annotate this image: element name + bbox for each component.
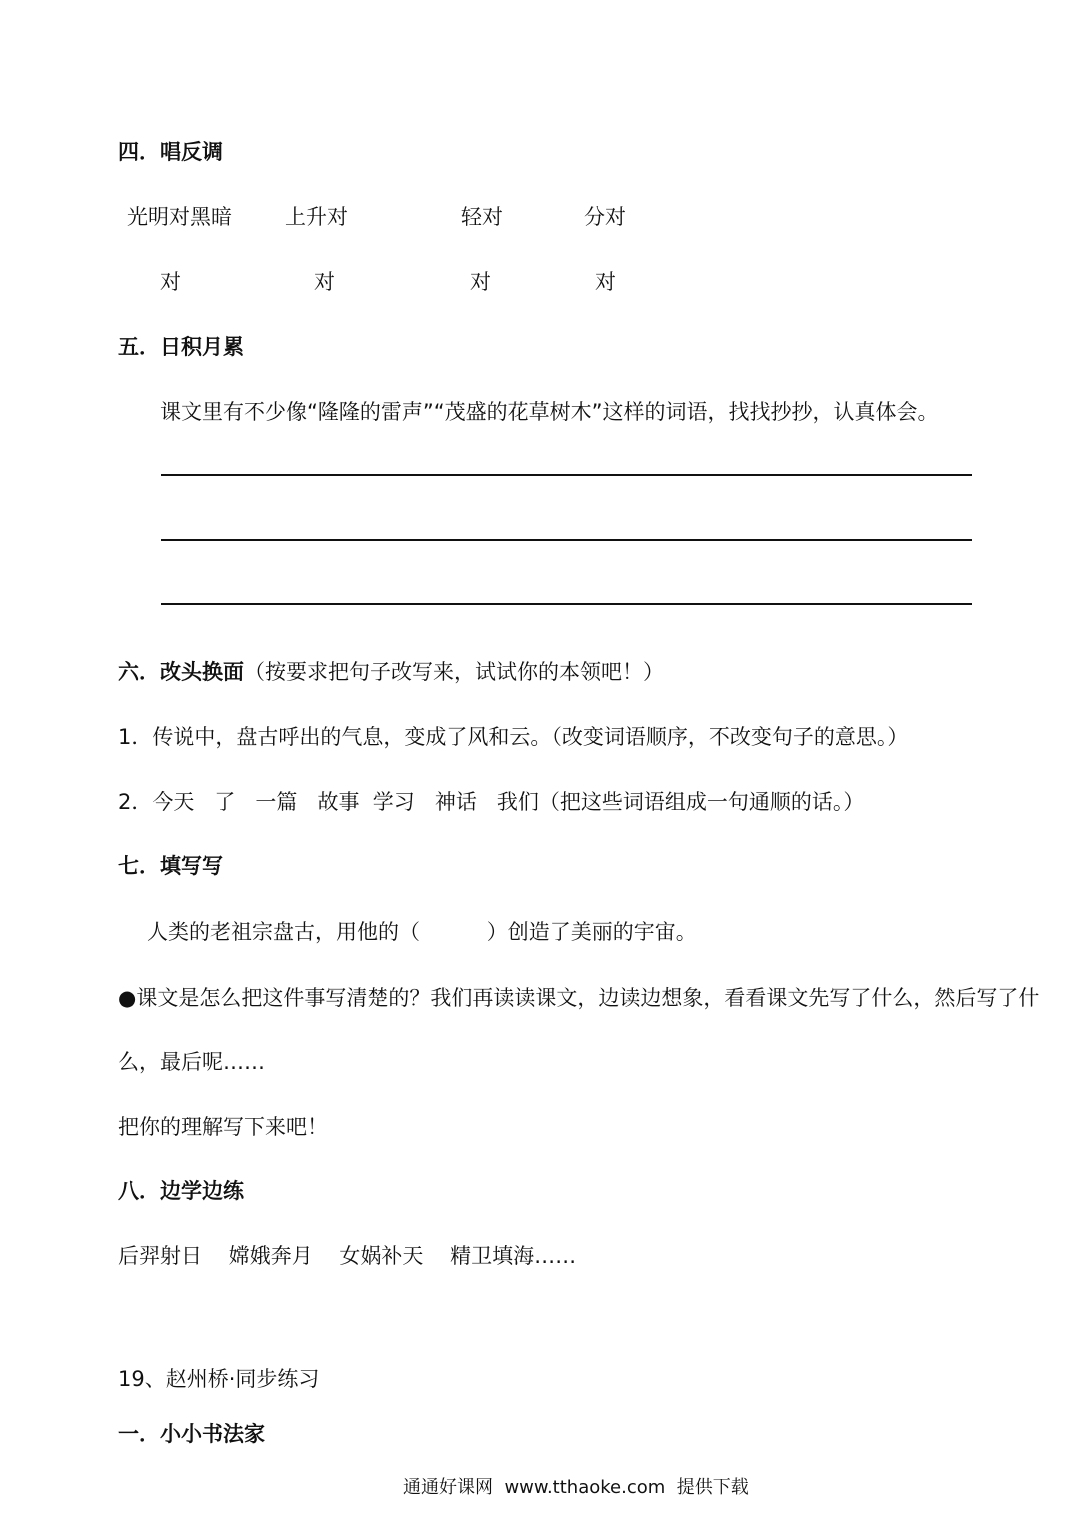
section-7-heading: 七．填写写	[118, 854, 223, 878]
answer-line-2	[161, 539, 972, 541]
section-5-prompt: 课文里有不少像“隆隆的雷声”“茂盛的花草树木”这样的词语，找找抄抄，认真体会。	[160, 400, 939, 424]
section-7-fill-blank: 人类的老祖宗盘古，用他的（ ）创造了美丽的宇宙。	[147, 920, 697, 944]
lesson-19-section-1-heading: 一．小小书法家	[118, 1422, 265, 1446]
antonym-pair-4: 分对	[584, 205, 626, 229]
section-7-bullet-line-2: 么，最后呢……	[118, 1050, 265, 1074]
antonym-pair-7: 对	[470, 270, 491, 294]
section-6-question-1: 1．传说中，盘古呼出的气息，变成了风和云。（改变词语顺序，不改变句子的意思。）	[118, 725, 909, 749]
antonym-pair-2: 上升对	[285, 205, 348, 229]
answer-line-3	[161, 603, 972, 605]
section-4-heading: 四．唱反调	[118, 140, 223, 164]
section-6-question-2: 2．今天 了 一篇 故事 学习 神话 我们（把这些词语组成一句通顺的话。）	[118, 790, 865, 814]
antonym-pair-6: 对	[314, 270, 335, 294]
section-6-heading: 六．改头换面	[118, 660, 244, 684]
antonym-pair-5: 对	[160, 270, 181, 294]
section-7-write-prompt: 把你的理解写下来吧！	[118, 1115, 328, 1139]
page-footer: 通通好课网 www.tthaoke.com 提供下载	[403, 1477, 749, 1498]
lesson-19-title: 19、赵州桥·同步练习	[118, 1367, 320, 1391]
antonym-pair-8: 对	[595, 270, 616, 294]
section-5-heading: 五．日积月累	[118, 335, 244, 359]
antonym-pair-1: 光明对黑暗	[127, 205, 232, 229]
section-6-title	[118, 658, 664, 686]
section-6-note: （按要求把句子改写来，试试你的本领吧！）	[244, 660, 664, 684]
answer-line-1	[161, 474, 972, 476]
section-8-items: 后羿射日 嫦娥奔月 女娲补天 精卫填海……	[118, 1244, 577, 1268]
section-8-heading: 八．边学边练	[118, 1179, 244, 1203]
antonym-pair-3: 轻对	[461, 205, 503, 229]
section-7-bullet-line-1: ●课文是怎么把这件事写清楚的？我们再读读课文，边读边想象，看看课文先写了什么，然后写了什	[118, 986, 1040, 1010]
